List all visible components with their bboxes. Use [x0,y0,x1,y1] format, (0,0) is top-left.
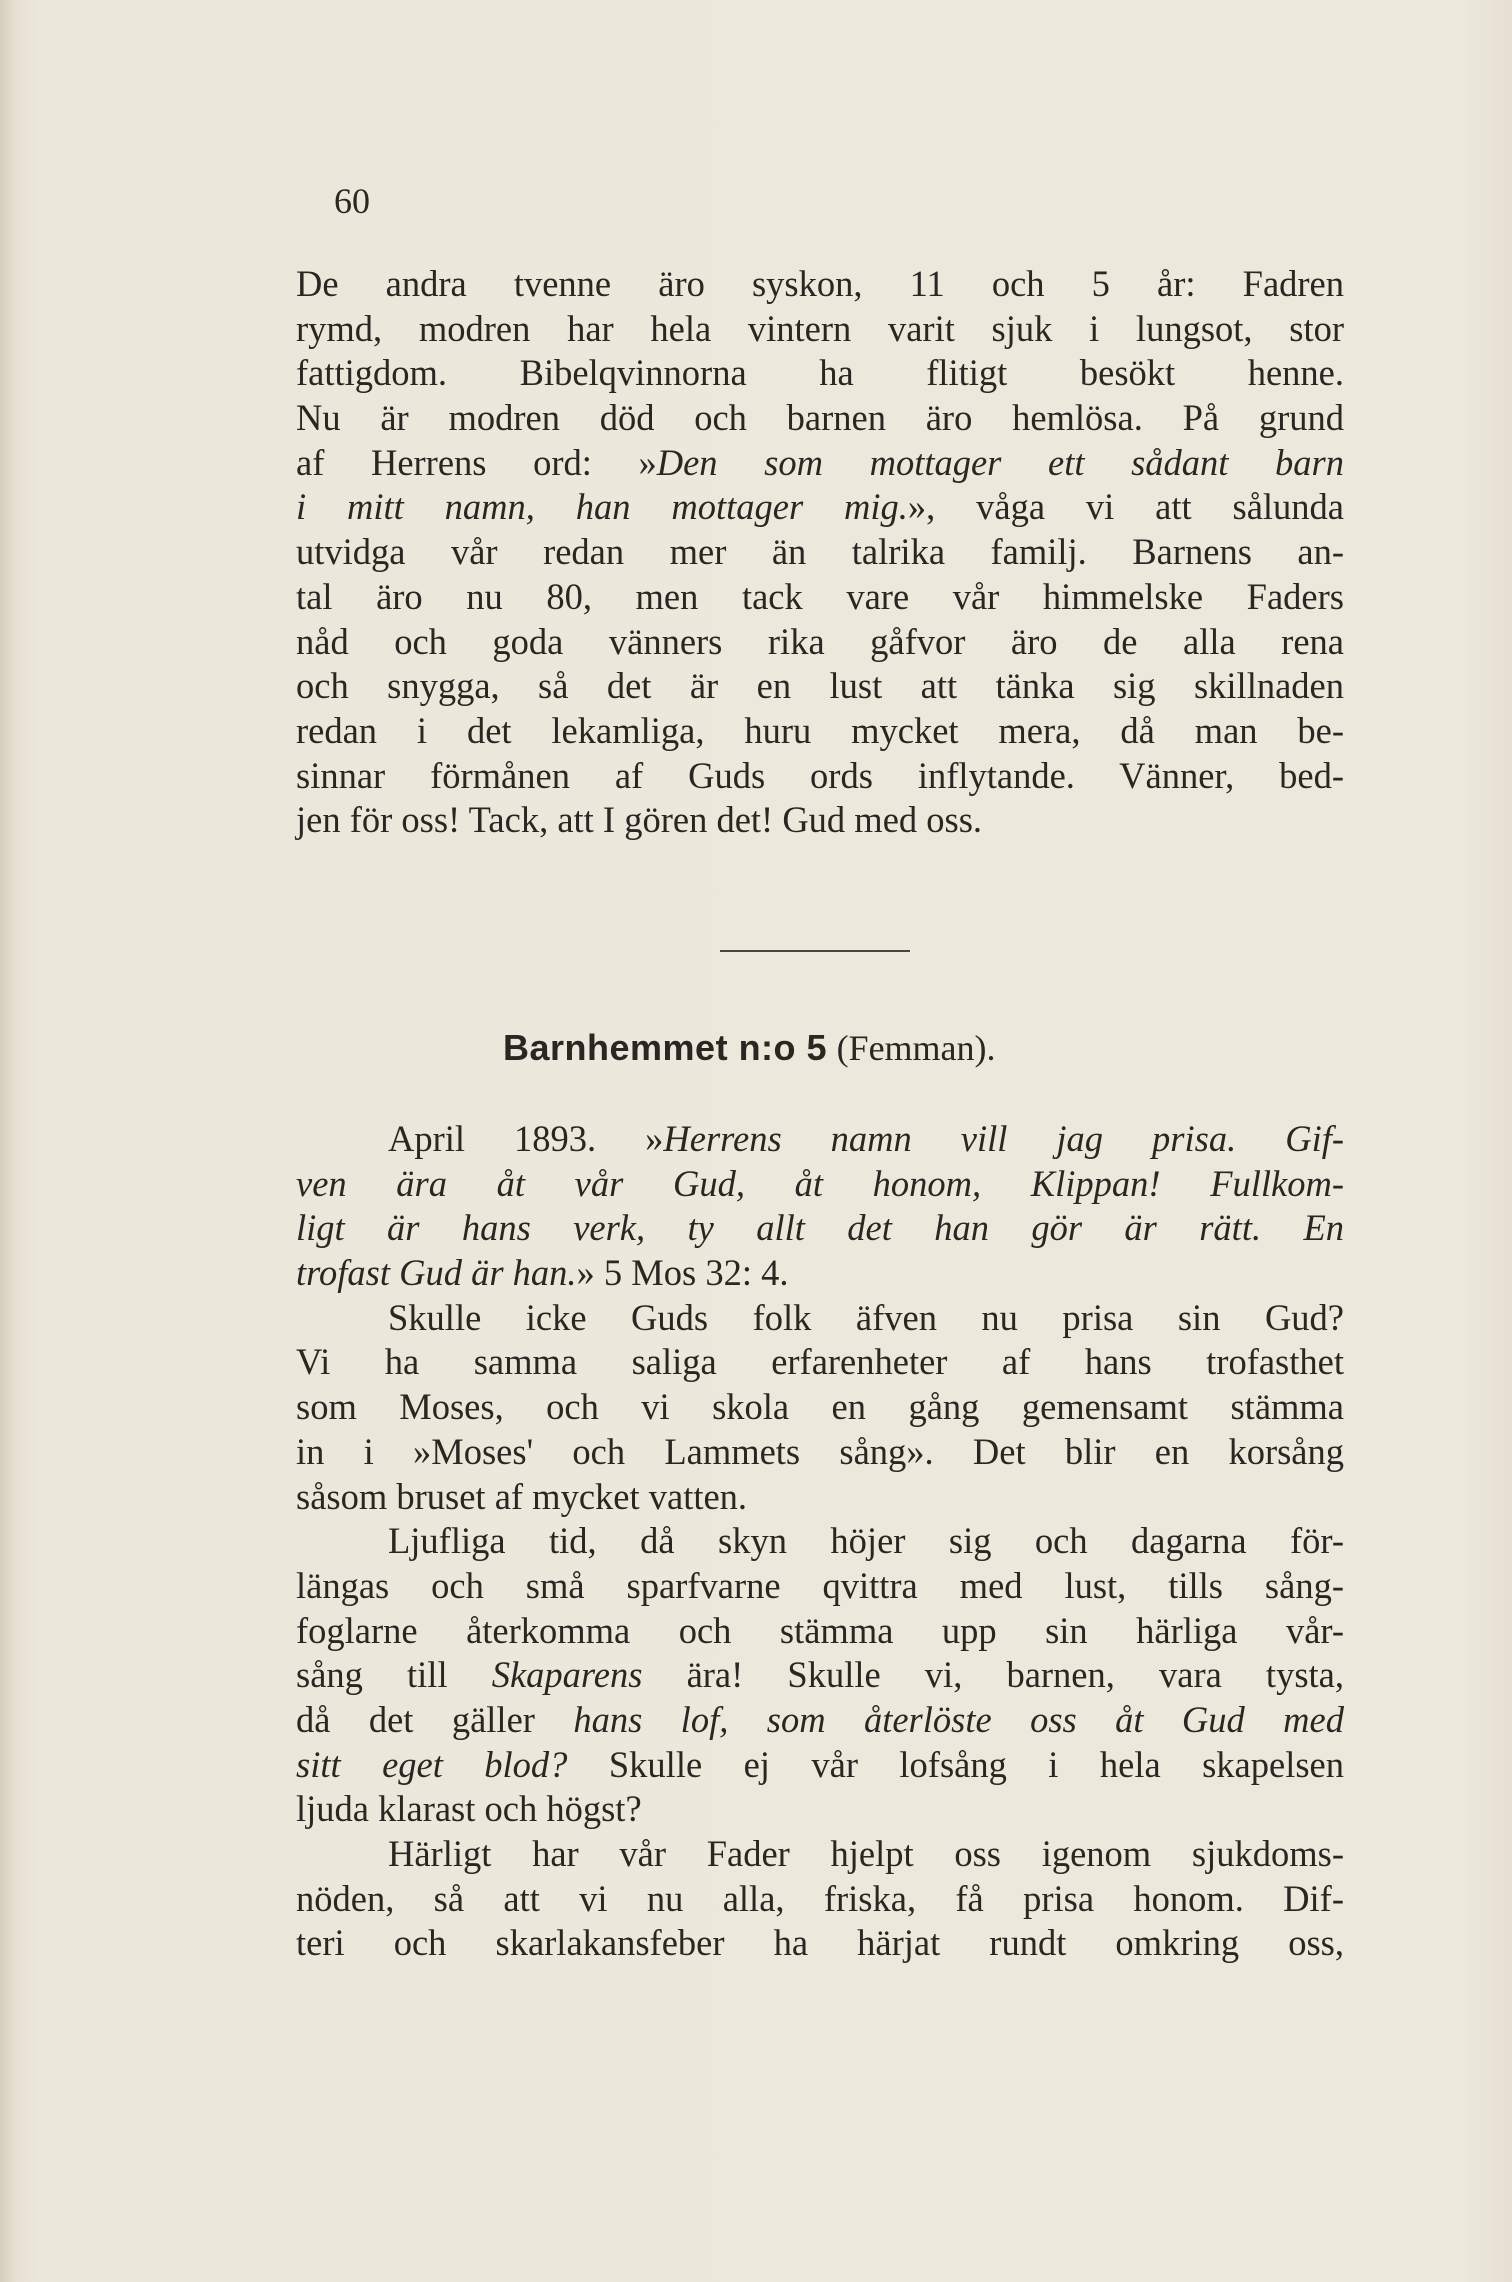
text-span: » 5 Mos 32: 4. [576,1252,789,1294]
text-span: då det gäller [296,1698,574,1740]
italic-span: trofast Gud är han. [296,1252,577,1294]
text-line: fattigdom. Bibelqvinnorna ha flitigt besökt henne. [296,352,1344,394]
paragraph-1 [296,262,1344,843]
text-line: in i »Moses' och Lammets sång». Det blir en korsång [296,1430,1344,1472]
text-span: April 1893. » [388,1118,664,1159]
paragraph-2 [296,1117,1344,1966]
text-line: jen för oss! Tack, att I gören det! Gud med oss. [296,799,983,841]
text-line: sinnar förmånen af Guds ords inflytande. Vänner, bed- [296,754,1344,796]
text-line [296,1251,1344,1296]
text-line: nöden, så att vi nu alla, friska, få prisa honom. Dif- [296,1877,1344,1919]
text-span: ära! Skulle vi, barnen, vara tysta, [642,1654,1344,1696]
text-line: ljuda klarast och högst? [296,1788,642,1830]
text-line: teri och skarlakansfeber ha härjat rundt omkring oss, [296,1922,1344,1964]
section-divider [720,950,910,952]
text-line: tal äro nu 80, men tack vare vår himmelske Faders [296,575,1344,617]
text-line: såsom bruset af mycket vatten. [296,1475,748,1517]
text-line: utvidga vår redan mer än talrika familj. Barnens an- [296,531,1344,573]
italic-span: Den som mottager ett sådant barn [656,441,1344,483]
text-line [296,1162,1344,1207]
text-line [296,1206,1344,1251]
text-line: Ljufliga tid, då skyn höjer sig och dagarna för- [388,1520,1344,1562]
text-line: redan i det lekamliga, huru mycket mera, då man be- [296,709,1344,751]
italic-span: sitt eget blod? [296,1743,568,1785]
section-heading [503,1026,996,1070]
text-line: längas och små sparfvarne qvittra med lust, tills sång- [296,1564,1344,1606]
italic-span: ligt är hans verk, ty allt det han gör är rätt. En [296,1207,1344,1249]
text-line [296,441,1344,486]
text-line [296,1653,1344,1698]
text-line: foglarne återkomma och stämma upp sin härliga vår- [296,1609,1344,1651]
text-line [296,1698,1344,1743]
text-span: », våga vi att sålunda [907,486,1345,528]
text-line: Härligt har vår Fader hjelpt oss igenom sjukdoms- [388,1833,1344,1874]
text-line [296,1743,1344,1788]
text-span: sång till [296,1654,492,1696]
italic-span: Skaparens [491,1654,643,1696]
text-line: nåd och goda vänners rika gåfvor äro de alla rena [296,620,1344,662]
text-line: De andra tvenne äro syskon, 11 och 5 år: Fadren [296,263,1344,304]
text-line: och snygga, så det är en lust att tänka sig skillnaden [296,665,1344,707]
text-line: som Moses, och vi skola en gång gemensamt stämma [296,1386,1344,1428]
text-line: Skulle icke Guds folk äfven nu prisa sin Gud? [388,1296,1344,1338]
italic-span: i mitt namn, han mottager mig. [296,486,908,528]
text-line: Nu är modren död och barnen äro hemlösa. På grund [296,397,1344,439]
text-line: Vi ha samma saliga erfarenheter af hans trofasthet [296,1341,1344,1383]
italic-span: hans lof, som återlöste oss åt Gud med [573,1698,1344,1740]
page-gutter [0,0,16,2282]
text-line [296,485,1344,530]
italic-span: Herrens namn vill jag prisa. Gif- [663,1118,1345,1159]
page-number: 60 [334,181,370,221]
heading-title: Barnhemmet n:o 5 [503,1027,828,1068]
text-span: af Herrens ord: » [296,441,657,483]
heading-subtitle: (Femman). [836,1028,996,1068]
text-line: rymd, modren har hela vintern varit sjuk i lungsot, stor [296,307,1344,349]
text-span: Skulle ej vår lofsång i hela skapelsen [567,1743,1345,1785]
text-line [296,1117,1344,1162]
italic-span: ven ära åt vår Gud, åt honom, Klippan! Fullkom- [296,1162,1344,1204]
